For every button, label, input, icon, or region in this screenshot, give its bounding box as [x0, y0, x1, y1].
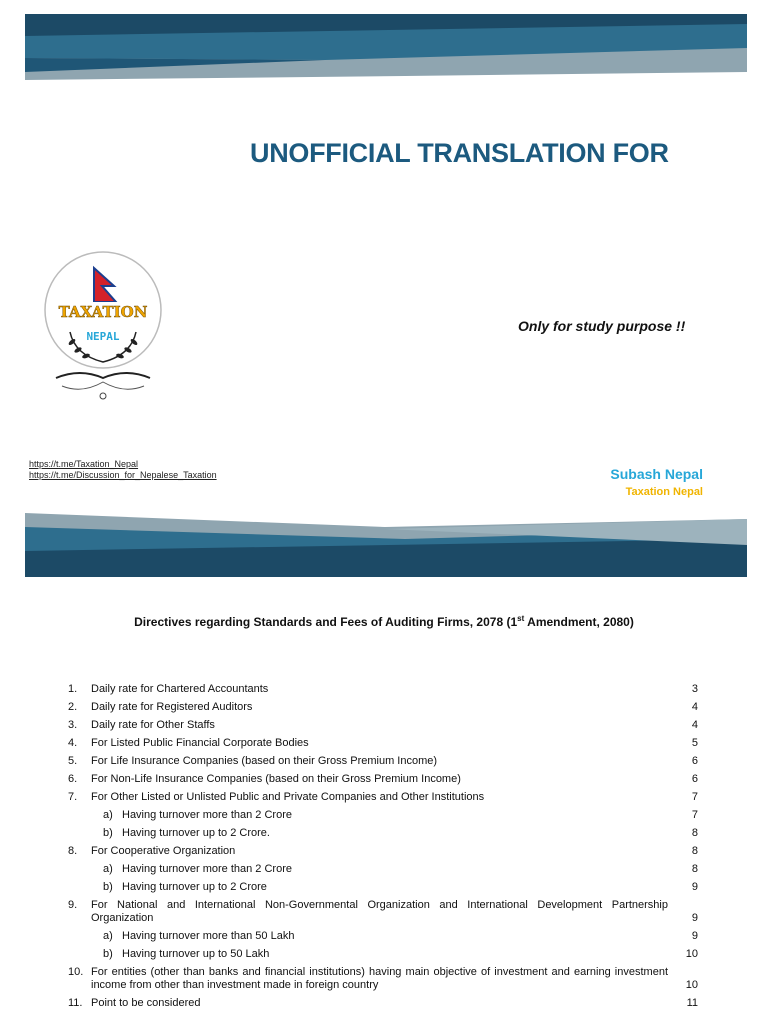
toc-entry[interactable] — [68, 719, 698, 732]
nepal-flag-icon — [94, 268, 116, 302]
toc-entry-number: 7. — [68, 791, 78, 803]
toc-entry-page: 10 — [685, 979, 698, 991]
toc-entry-text: Having turnover more than 2 Crore — [122, 863, 292, 875]
toc-entry[interactable] — [68, 863, 698, 876]
toc-entry-page: 6 — [691, 755, 698, 767]
toc-entry-number: 8. — [68, 845, 78, 857]
toc-entry-text: Having turnover up to 2 Crore — [122, 881, 267, 893]
logo-text-sub: NEPAL — [86, 330, 120, 343]
toc-entry-page: 9 — [691, 912, 698, 924]
toc-entry[interactable] — [68, 966, 698, 992]
toc-entry[interactable] — [68, 773, 698, 786]
toc-entry[interactable] — [68, 899, 698, 925]
telegram-links — [29, 459, 217, 481]
toc-entry-text: For Life Insurance Companies (based on their Gross Premium Income) — [91, 755, 438, 767]
toc-entry[interactable] — [68, 997, 698, 1010]
study-purpose-note: Only for study purpose !! — [518, 318, 686, 334]
toc-entry-text: For entities (other than banks and financial institutions) having main objective of investment and earning investment income from other than investment made in foreign country — [91, 966, 668, 991]
top-banner — [25, 14, 747, 92]
toc-entry-page: 6 — [691, 773, 698, 785]
toc-entry-page: 8 — [691, 863, 698, 875]
toc-entry-text: Having turnover more than 2 Crore — [122, 809, 292, 821]
toc-entry-text: For Listed Public Financial Corporate Bodies — [91, 737, 309, 749]
toc-entry-text: For Other Listed or Unlisted Public and Private Companies and Other Institutions — [91, 791, 485, 803]
toc-entry[interactable] — [68, 881, 698, 894]
author-block — [610, 466, 703, 498]
toc-entry-page: 8 — [691, 827, 698, 839]
toc-entry[interactable] — [68, 827, 698, 840]
toc-entry-page: 5 — [691, 737, 698, 749]
cover-title: UNOFFICIAL TRANSLATION FOR — [250, 138, 669, 168]
toc-entry-number: 3. — [68, 719, 78, 731]
toc-entry-number: 11. — [68, 997, 83, 1009]
link-discussion-group[interactable]: https://t.me/Discussion_for_Nepalese_Taxation — [29, 470, 217, 480]
toc-entry-text: Daily rate for Registered Auditors — [91, 701, 253, 713]
toc-entry-text: Daily rate for Other Staffs — [91, 719, 215, 731]
toc-entry-page: 8 — [691, 845, 698, 857]
toc-entry-page: 4 — [691, 701, 698, 713]
taxation-nepal-logo — [40, 250, 168, 405]
toc-entry-text: For Cooperative Organization — [91, 845, 236, 857]
toc-entry-page: 11 — [686, 997, 698, 1009]
toc-entry-number: b) — [103, 827, 113, 839]
toc-entry[interactable] — [68, 737, 698, 750]
document-title: Directives regarding Standards and Fees of Auditing Firms, 2078 (1st Amendment, 2080) — [134, 614, 634, 629]
toc-entry[interactable] — [68, 683, 698, 696]
toc-entry-page: 9 — [691, 930, 698, 942]
toc-entry[interactable] — [68, 701, 698, 714]
toc-entry-number: a) — [103, 809, 113, 821]
toc-entry-text: Daily rate for Chartered Accountants — [91, 683, 269, 695]
toc-entry[interactable] — [68, 930, 698, 943]
toc-entry-number: 10. — [68, 966, 84, 978]
toc-entry[interactable] — [68, 791, 698, 804]
bottom-banner — [25, 505, 747, 577]
toc-entry-page: 3 — [691, 683, 698, 695]
toc-entry-number: a) — [103, 863, 113, 875]
toc-entry[interactable] — [68, 809, 698, 822]
toc-entry-number: a) — [103, 930, 113, 942]
toc-entry-number: 5. — [68, 755, 78, 767]
toc-entry-page: 4 — [691, 719, 698, 731]
table-of-contents — [68, 683, 698, 1015]
toc-entry-page: 10 — [685, 948, 698, 960]
logo-text-main: TAXATION — [58, 303, 148, 321]
toc-entry-number: 9. — [68, 899, 78, 911]
toc-entry-text: Point to be considered — [91, 997, 201, 1009]
toc-entry-text: For National and International Non-Governmental Organization and International Development Partnership Organization — [91, 899, 668, 924]
toc-entry-page: 7 — [691, 791, 698, 803]
toc-entry-number: 6. — [68, 773, 78, 785]
toc-entry[interactable] — [68, 845, 698, 858]
toc-entry-text: Having turnover more than 50 Lakh — [122, 930, 295, 942]
toc-entry-number: b) — [103, 881, 113, 893]
author-org: Taxation Nepal — [625, 486, 703, 498]
toc-entry-text: For Non-Life Insurance Companies (based on their Gross Premium Income) — [91, 773, 461, 785]
toc-entry-text: Having turnover up to 2 Crore. — [122, 827, 270, 839]
toc-entry[interactable] — [68, 755, 698, 768]
toc-entry[interactable] — [68, 948, 698, 961]
toc-entry-text: Having turnover up to 50 Lakh — [122, 948, 270, 960]
toc-entry-number: 4. — [68, 737, 78, 749]
toc-entry-page: 9 — [691, 881, 698, 893]
toc-entry-number: b) — [103, 948, 113, 960]
toc-entry-page: 7 — [691, 809, 698, 821]
toc-entry-number: 1. — [68, 683, 78, 695]
author-name: Subash Nepal — [610, 466, 703, 482]
toc-entry-number: 2. — [68, 701, 78, 713]
link-taxation-nepal[interactable]: https://t.me/Taxation_Nepal — [29, 459, 139, 469]
